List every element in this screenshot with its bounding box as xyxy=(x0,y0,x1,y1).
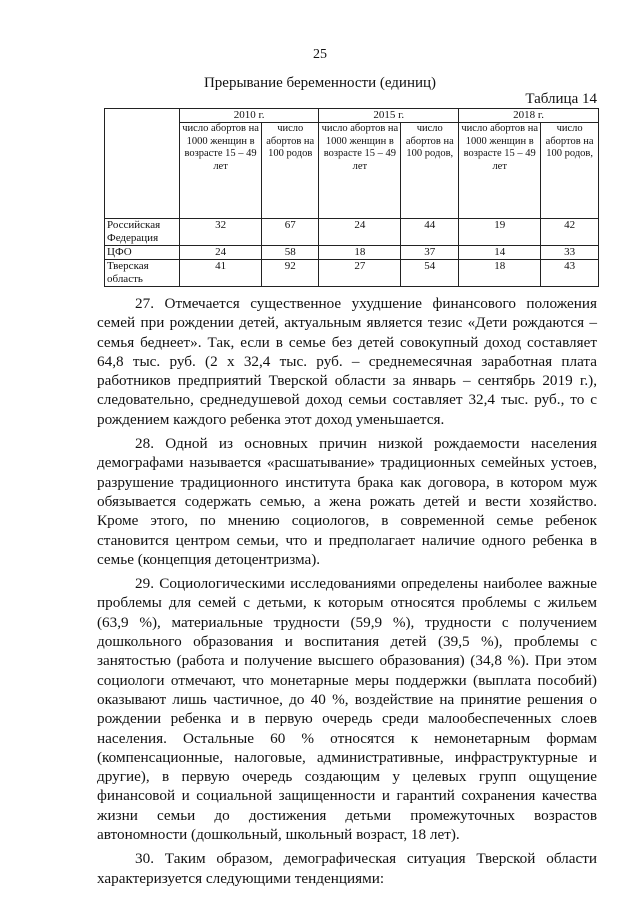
paragraph-30: 30. Таким образом, демографическая ситуация Тверской области характеризуется следующими тенденциями: xyxy=(97,850,597,887)
metric-header: число абортов на 1000 женщин в возрасте 15 – 49 лет xyxy=(459,123,541,219)
value-cell: 67 xyxy=(262,219,319,246)
value-cell: 14 xyxy=(459,246,541,260)
value-cell: 54 xyxy=(401,260,459,287)
value-cell: 41 xyxy=(180,260,262,287)
metric-header: число абортов на 100 родов, xyxy=(401,123,459,219)
metric-header: число абортов на 1000 женщин в возрасте 15 – 49 лет xyxy=(319,123,401,219)
table-label: Таблица 14 xyxy=(525,91,597,107)
value-cell: 19 xyxy=(459,219,541,246)
year-header: 2018 г. xyxy=(459,109,599,123)
value-cell: 37 xyxy=(401,246,459,260)
value-cell: 24 xyxy=(180,246,262,260)
table-header-years xyxy=(105,109,599,123)
value-cell: 43 xyxy=(541,260,599,287)
value-cell: 92 xyxy=(262,260,319,287)
table-title: Прерывание беременности (единиц) xyxy=(203,75,437,91)
table-corner-cell xyxy=(105,109,180,219)
paragraph-28: 28. Одной из основных причин низкой рождаемости населения демографами называется «расшатывание» традиционных семейных устоев, разрушение традиционного института брака как договора, в котором муж обязывается содержать семью, а жена рожать детей и вести хозяйство. Кроме этого, по мнению социологов, в современной семье ребенок становится центром семьи, что и предполагает наличие одного ребенка в семье (концепция детоцентризма). xyxy=(97,435,597,568)
value-cell: 44 xyxy=(401,219,459,246)
abortion-table xyxy=(104,108,599,287)
region-cell: Российская Федерация xyxy=(105,219,180,246)
table-row xyxy=(105,260,599,287)
value-cell: 42 xyxy=(541,219,599,246)
value-cell: 27 xyxy=(319,260,401,287)
metric-header: число абортов на 1000 женщин в возрасте 15 – 49 лет xyxy=(180,123,262,219)
table-header-metrics xyxy=(105,123,599,219)
year-header: 2015 г. xyxy=(319,109,459,123)
paragraph-27: 27. Отмечается существенное ухудшение финансового положения семей при рождении детей, актуальным является тезис «Дети рождаются – семья беднеет». Так, если в семье без детей совокупный доход составляет 64,8 тыс. руб. (2 х 32,4 тыс. руб. – среднемесячная заработная плата работников предприятий Тверской области за январь – сентябрь 2019 г.), следовательно, среднедушевой доход семьи составляет 32,4 тыс. руб., то с рождением каждого ребенка этот доход уменьшается. xyxy=(97,295,597,428)
value-cell: 32 xyxy=(180,219,262,246)
value-cell: 18 xyxy=(459,260,541,287)
table-row xyxy=(105,219,599,246)
paragraph-29: 29. Социологическими исследованиями определены наиболее важные проблемы для семей с детьми, к которым относятся проблемы с жильем (63,9 %), материальные трудности (59,9 %), трудности с получением дошкольного образования и воспитания детей (39,5 %), проблемы с занятостью (работа и получение высшего образования) (34,8 %). При этом социологи отмечают, что монетарные меры поддержки (выплата пособий) оказывают лишь частичное, до 40 %, воздействие на принятие решения о рождении ребенка и в первую очередь среди малообеспеченных слоев населения. Остальные 60 % относятся к немонетарным формам (компенсационные, налоговые, административные, инфраструктурные и другие), в первую очередь создающим у целевых групп ощущение финансовой и социальной защищенности и гарантий сохранения качества жизни семьи до достижения детьми промежуточных возрастов автономности (дошкольный, школьный возраст, 18 лет). xyxy=(97,575,597,844)
metric-header: число абортов на 100 родов, xyxy=(541,123,599,219)
value-cell: 18 xyxy=(319,246,401,260)
metric-header: число абортов на 100 родов xyxy=(262,123,319,219)
value-cell: 24 xyxy=(319,219,401,246)
table-row xyxy=(105,246,599,260)
region-cell: Тверская область xyxy=(105,260,180,287)
value-cell: 33 xyxy=(541,246,599,260)
body-text xyxy=(97,294,597,888)
region-cell: ЦФО xyxy=(105,246,180,260)
page-number: 25 xyxy=(313,47,327,62)
year-header: 2010 г. xyxy=(180,109,319,123)
value-cell: 58 xyxy=(262,246,319,260)
